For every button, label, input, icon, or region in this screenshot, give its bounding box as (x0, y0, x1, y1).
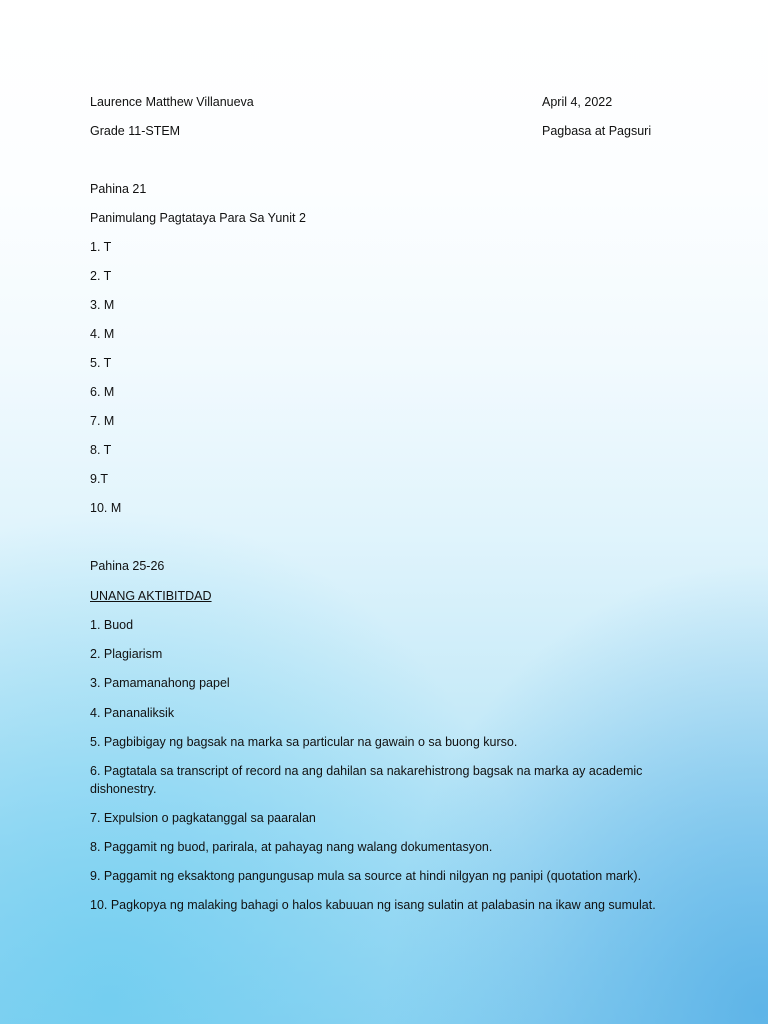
section2-answer-4: 4. Pananaliksik (90, 706, 175, 720)
section2-page-label: Pahina 25-26 (90, 559, 165, 573)
section2-answer-7: 7. Expulsion o pagkatanggal sa paaralan (90, 811, 316, 825)
section1-title: Panimulang Pagtataya Para Sa Yunit 2 (90, 211, 306, 225)
section2-answer-1: 1. Buod (90, 618, 134, 632)
section2-answer-2: 2. Plagiarism (90, 647, 163, 661)
section2-answer-8: 8. Paggamit ng buod, parirala, at pahayag nang walang dokumentasyon. (90, 840, 493, 854)
section1-answer-5: 5. T (90, 356, 112, 370)
section2-title: UNANG AKTIBITDAD (90, 589, 212, 603)
section1-answer-4: 4. M (90, 327, 115, 341)
section1-page-label: Pahina 21 (90, 182, 147, 196)
section1-answer-2: 2. T (90, 269, 112, 283)
student-name: Laurence Matthew Villanueva (90, 95, 254, 109)
grade-section: Grade 11-STEM (90, 124, 181, 138)
section2-answer-10: 10. Pagkopya ng malaking bahagi o halos kabuuan ng isang sulatin at palabasin na ikaw ang sumulat. (90, 898, 656, 912)
section1-answer-1: 1. T (90, 240, 112, 254)
section2-answer-9: 9. Paggamit ng eksaktong pangungusap mula sa source at hindi nilgyan ng panipi (quotation mark). (90, 869, 642, 883)
section1-answer-6: 6. M (90, 385, 115, 399)
section1-answer-7: 7. M (90, 414, 115, 428)
section2-answer-3: 3. Pamamanahong papel (90, 676, 230, 690)
section1-answer-8: 8. T (90, 443, 112, 457)
section1-answer-10: 10. M (90, 501, 122, 515)
section2-answer-5: 5. Pagbibigay ng bagsak na marka sa particular na gawain o sa buong kurso. (90, 735, 518, 749)
section1-answer-3: 3. M (90, 298, 115, 312)
section2-answer-6: 6. Pagtatala sa transcript of record na ang dahilan sa nakarehistrong bagsak na marka ay academic dishonestry. (90, 764, 643, 796)
subject-name: Pagbasa at Pagsuri (542, 124, 652, 138)
document-date: April 4, 2022 (542, 95, 613, 109)
section1-answer-9: 9.T (90, 472, 109, 486)
